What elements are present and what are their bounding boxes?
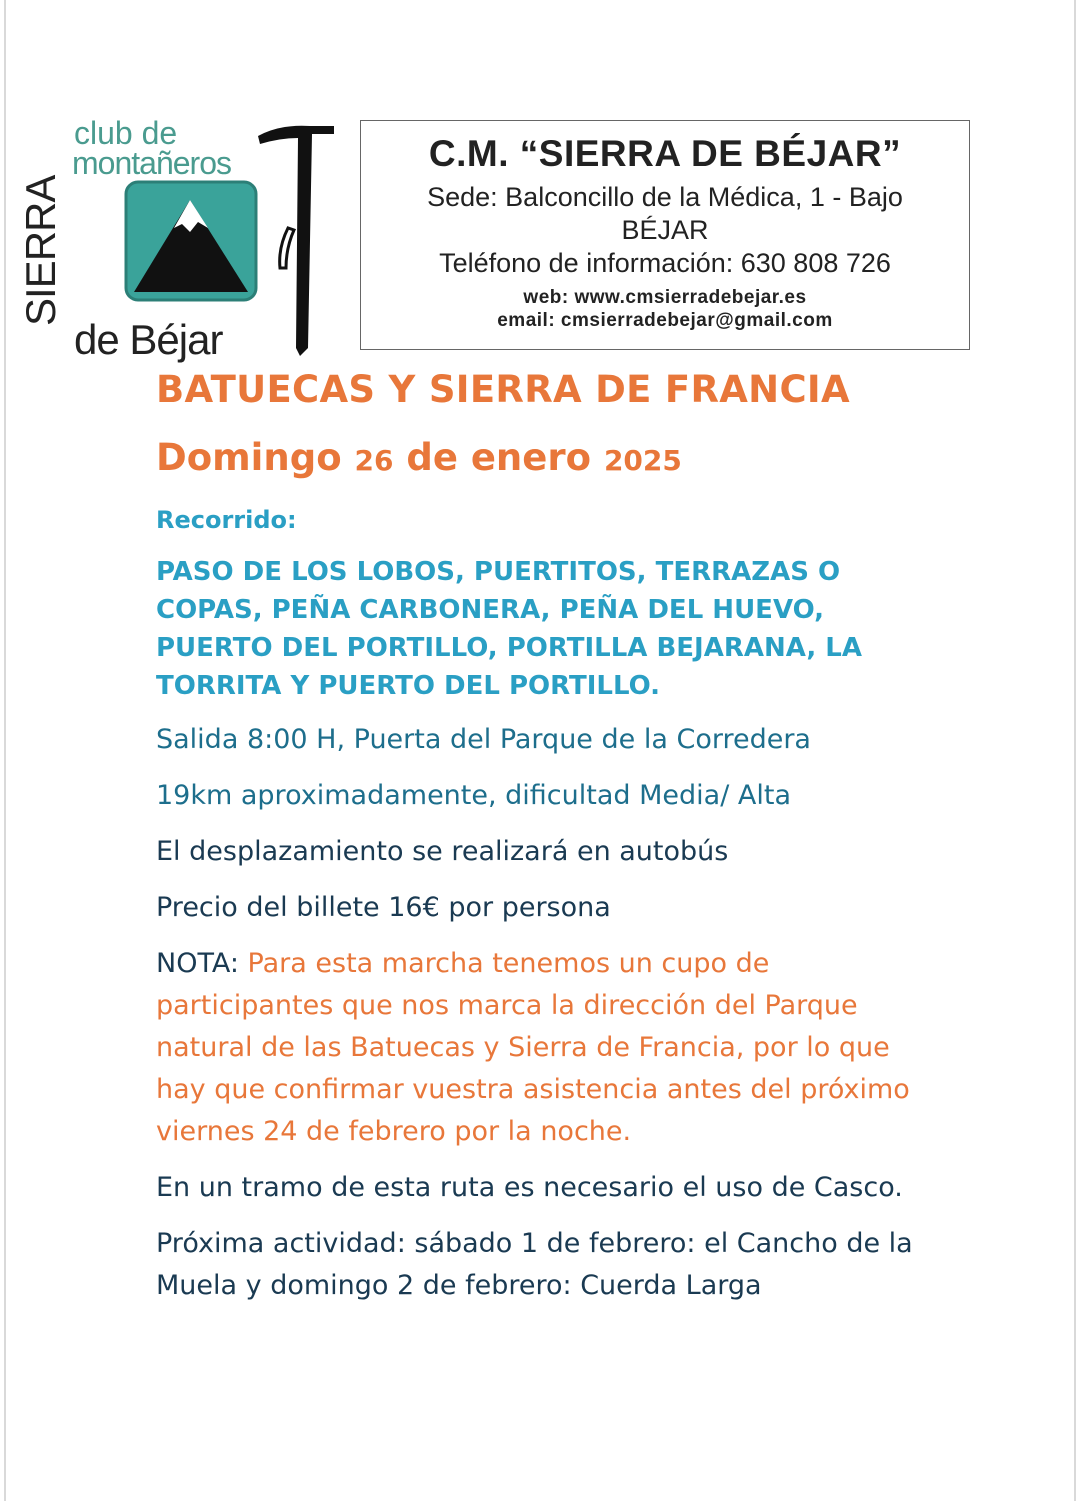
club-info-box xyxy=(360,120,970,350)
club-name: C.M. “SIERRA DE BÉJAR” xyxy=(428,133,902,174)
logo-bejar-text: de Béjar xyxy=(74,316,223,363)
logo-sierra-text: SIERRA xyxy=(17,175,64,326)
helmet-info: En un tramo de esta ruta es necesario el uso de Casco. xyxy=(156,1172,903,1203)
next-activity: Próxima actividad: sábado 1 de febrero: el Cancho de la Muela y domingo 2 de febrero: Cuerda Larga xyxy=(156,1228,913,1301)
club-phone: Teléfono de información: 630 808 726 xyxy=(439,248,891,278)
club-email-link[interactable]: email: cmsierradebejar@gmail.com xyxy=(497,310,833,331)
departure-info: Salida 8:00 H, Puerta del Parque de la Corredera xyxy=(156,724,811,755)
event-content xyxy=(156,366,1016,1307)
event-date xyxy=(156,434,1016,485)
mountain-icon xyxy=(124,180,258,302)
club-web-link[interactable]: web: www.cmsierradebejar.es xyxy=(523,287,807,308)
distance-info: 19km aproximadamente, dificultad Media/ Alta xyxy=(156,780,791,811)
club-address: Sede: Balconcillo de la Médica, 1 - Bajo xyxy=(427,182,903,212)
club-logo xyxy=(17,115,345,368)
transport-info: El desplazamiento se realizará en autobús xyxy=(156,836,729,867)
page-edge-left xyxy=(4,0,6,1501)
logo-montaneros-text: montañeros xyxy=(72,145,231,181)
event-date-weekday: Domingo xyxy=(156,436,342,479)
event-title: BATUECAS Y SIERRA DE FRANCIA xyxy=(156,368,850,411)
note-block xyxy=(156,943,936,1153)
note-label: NOTA: xyxy=(156,948,239,979)
event-date-day: 26 xyxy=(354,444,394,477)
route-description: PASO DE LOS LOBOS, PUERTITOS, TERRAZAS O COPAS, PEÑA CARBONERA, PEÑA DEL HUEVO, PUERTO DEL PORTILLO, PORTILLA BEJARANA, LA TORRITA Y PUERTO DEL PORTILLO. xyxy=(156,557,862,701)
price-info: Precio del billete 16€ por persona xyxy=(156,892,611,923)
route-label: Recorrido: xyxy=(156,506,297,534)
event-date-year: 2025 xyxy=(603,444,682,477)
ice-axe-icon xyxy=(250,118,340,358)
club-city: BÉJAR xyxy=(621,215,709,245)
event-date-month: de enero xyxy=(406,436,592,479)
logo-club-text: club de xyxy=(74,115,178,151)
note-text: Para esta marcha tenemos un cupo de participantes que nos marca la dirección del Parque natural de las Batuecas y Sierra de Francia, por lo que hay que confirmar vuestra asistencia antes del próximo viernes 24 de febrero por la noche. xyxy=(156,948,910,1147)
page-edge-right xyxy=(1074,0,1076,1501)
